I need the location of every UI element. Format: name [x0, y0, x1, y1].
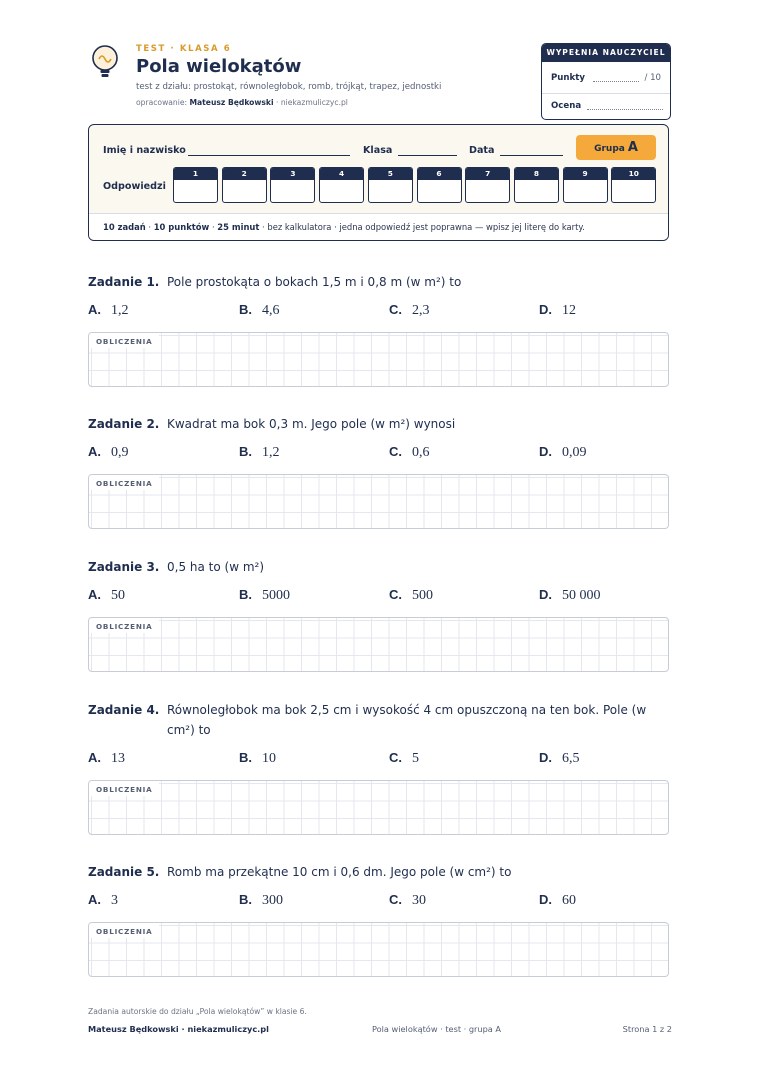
answer-box-1[interactable] [173, 167, 218, 203]
byline-site: · niekazmuliczyc.pl [273, 98, 348, 107]
answer-options [88, 444, 672, 462]
option-letter: C. [389, 892, 402, 907]
option-letter: D. [539, 302, 552, 317]
answer-box-9[interactable] [563, 167, 608, 203]
card-instructions [89, 213, 668, 241]
task-question [88, 862, 672, 882]
date-field[interactable] [500, 155, 563, 156]
answer-box-number: 9 [564, 168, 607, 180]
answer-box-number: 3 [271, 168, 314, 180]
option-c[interactable] [389, 444, 430, 461]
class-label: Klasa [363, 145, 393, 156]
option-a[interactable] [88, 444, 129, 461]
option-letter: B. [239, 302, 252, 317]
option-value: 500 [412, 588, 433, 603]
task-3 [88, 557, 672, 672]
option-letter: C. [389, 587, 402, 602]
task-label: Zadanie 3. [88, 560, 160, 574]
option-value: 300 [262, 893, 283, 908]
option-b[interactable] [239, 444, 280, 461]
calculation-label: OBLICZENIA [89, 475, 159, 490]
instr-sep-2: · [209, 222, 218, 232]
option-letter: A. [88, 302, 101, 317]
task-question [88, 557, 672, 577]
answer-box-number: 6 [418, 168, 461, 180]
option-letter: C. [389, 444, 402, 459]
task-label: Zadanie 2. [88, 417, 160, 431]
answer-options [88, 892, 672, 910]
calculation-label: OBLICZENIA [89, 923, 159, 938]
footer-author: Mateusz Będkowski · niekazmuliczyc.pl [88, 1024, 269, 1034]
answer-box-number: 2 [223, 168, 266, 180]
option-b[interactable] [239, 302, 280, 319]
option-c[interactable] [389, 750, 419, 767]
calculation-area[interactable] [88, 780, 669, 835]
option-a[interactable] [88, 302, 129, 319]
date-label: Data [469, 145, 495, 156]
task-label: Zadanie 4. [88, 703, 160, 717]
option-value: 5000 [262, 588, 290, 603]
option-letter: D. [539, 587, 552, 602]
byline-prefix: opracowanie: [136, 98, 190, 107]
group-label: Grupa [594, 144, 625, 154]
task-text: Pole prostokąta o bokach 1,5 m i 0,8 m (w m²) to [167, 275, 462, 289]
task-text: Kwadrat ma bok 0,3 m. Jego pole (w m²) wynosi [167, 417, 456, 431]
answer-card [88, 124, 669, 241]
calculation-area[interactable] [88, 922, 669, 977]
option-letter: A. [88, 892, 101, 907]
class-field[interactable] [398, 155, 457, 156]
option-d[interactable] [539, 444, 587, 461]
answer-box-10[interactable] [611, 167, 656, 203]
option-d[interactable] [539, 892, 576, 909]
page-number: Strona 1 z 2 [622, 1024, 672, 1034]
instr-time: 25 minut [217, 222, 260, 232]
task-text: 0,5 ha to (w m²) [167, 560, 265, 574]
answer-options [88, 587, 672, 605]
byline-author: Mateusz Będkowski [189, 98, 274, 107]
task-question [88, 272, 672, 292]
points-suffix: / 10 [644, 73, 661, 83]
option-value: 50 000 [562, 588, 601, 603]
points-field[interactable] [593, 74, 639, 82]
option-d[interactable] [539, 750, 580, 767]
answer-box-number: 4 [320, 168, 363, 180]
option-value: 10 [262, 751, 276, 766]
option-letter: A. [88, 444, 101, 459]
task-question [88, 414, 672, 434]
lightbulb-logo-icon [88, 44, 122, 80]
option-value: 5 [412, 751, 419, 766]
task-text: Romb ma przekątne 10 cm i 0,6 dm. Jego pole (w cm²) to [167, 865, 512, 879]
option-a[interactable] [88, 892, 118, 909]
option-value: 12 [562, 303, 576, 318]
option-value: 0,9 [111, 445, 129, 460]
page-title: Pola wielokątów [136, 56, 302, 77]
option-letter: D. [539, 750, 552, 765]
option-value: 0,09 [562, 445, 587, 460]
option-c[interactable] [389, 302, 430, 319]
option-value: 6,5 [562, 751, 580, 766]
instr-tasks: 10 zadań [103, 222, 146, 232]
calculation-area[interactable] [88, 617, 669, 672]
calculation-label: OBLICZENIA [89, 618, 159, 633]
answer-box-7[interactable] [465, 167, 510, 203]
group-letter: A [627, 140, 638, 155]
calculation-label: OBLICZENIA [89, 333, 159, 348]
option-letter: A. [88, 750, 101, 765]
name-label: Imię i nazwisko [103, 145, 186, 156]
page-subtitle: test z działu: prostokąt, równoległobok, romb, trójkąt, trapez, jednostki [136, 82, 442, 92]
option-value: 50 [111, 588, 125, 603]
task-label: Zadanie 1. [88, 275, 160, 289]
teacher-box [541, 43, 671, 120]
answer-box-number: 10 [612, 168, 655, 180]
grade-field[interactable] [587, 102, 663, 110]
answer-box-4[interactable] [319, 167, 364, 203]
option-c[interactable] [389, 587, 433, 604]
option-letter: B. [239, 892, 252, 907]
calculation-area[interactable] [88, 332, 669, 387]
option-letter: A. [88, 587, 101, 602]
answer-box-6[interactable] [417, 167, 462, 203]
option-letter: B. [239, 587, 252, 602]
answer-box-8[interactable] [514, 167, 559, 203]
option-a[interactable] [88, 750, 125, 767]
answer-options [88, 750, 672, 768]
task-text: Równoległobok ma bok 2,5 cm i wysokość 4 cm opuszczoną na ten bok. Pole (w cm²) to [167, 703, 647, 737]
task-1 [88, 272, 672, 387]
task-question [88, 700, 672, 740]
points-row[interactable] [551, 73, 661, 83]
calculation-area[interactable] [88, 474, 669, 529]
task-2 [88, 414, 672, 529]
answer-box-5[interactable] [368, 167, 413, 203]
option-value: 4,6 [262, 303, 280, 318]
option-letter: D. [539, 444, 552, 459]
answer-box-number: 5 [369, 168, 412, 180]
option-value: 1,2 [262, 445, 280, 460]
footer-doc-info: Pola wielokątów · test · grupa A [372, 1024, 502, 1034]
option-value: 3 [111, 893, 118, 908]
grade-row[interactable] [551, 101, 661, 111]
option-b[interactable] [239, 750, 276, 767]
option-letter: B. [239, 750, 252, 765]
grade-label: Ocena [551, 101, 582, 111]
points-label: Punkty [551, 73, 585, 83]
instr-rest: · bez kalkulatora · jedna odpowiedź jest poprawna — wpisz jej literę do karty. [259, 222, 585, 232]
teacher-box-title: WYPEŁNIA NAUCZYCIEL [542, 44, 670, 62]
option-b[interactable] [239, 892, 283, 909]
option-letter: D. [539, 892, 552, 907]
option-b[interactable] [239, 587, 290, 604]
name-field[interactable] [188, 155, 350, 156]
test-eyebrow: TEST · KLASA 6 [136, 44, 232, 54]
teacher-divider [542, 93, 670, 94]
option-d[interactable] [539, 302, 576, 319]
option-c[interactable] [389, 892, 426, 909]
option-value: 1,2 [111, 303, 129, 318]
answers-label: Odpowiedzi [103, 181, 166, 192]
answer-options [88, 302, 672, 320]
option-letter: C. [389, 750, 402, 765]
task-label: Zadanie 5. [88, 865, 160, 879]
answer-box-2[interactable] [222, 167, 267, 203]
answer-box-number: 1 [174, 168, 217, 180]
option-value: 13 [111, 751, 125, 766]
option-d[interactable] [539, 587, 601, 604]
task-5 [88, 862, 672, 977]
option-a[interactable] [88, 587, 125, 604]
answer-box-number: 8 [515, 168, 558, 180]
byline [136, 98, 348, 107]
option-value: 30 [412, 893, 426, 908]
answer-box-3[interactable] [270, 167, 315, 203]
instr-sep-1: · [145, 222, 154, 232]
footer-note: Zadania autorskie do działu „Pola wielokątów” w klasie 6. [88, 1007, 307, 1016]
option-value: 2,3 [412, 303, 430, 318]
calculation-label: OBLICZENIA [89, 781, 159, 796]
option-letter: B. [239, 444, 252, 459]
option-value: 0,6 [412, 445, 430, 460]
group-badge [576, 135, 656, 160]
option-letter: C. [389, 302, 402, 317]
task-4 [88, 700, 672, 835]
option-value: 60 [562, 893, 576, 908]
instr-points: 10 punktów [153, 222, 210, 232]
answer-box-number: 7 [466, 168, 509, 180]
